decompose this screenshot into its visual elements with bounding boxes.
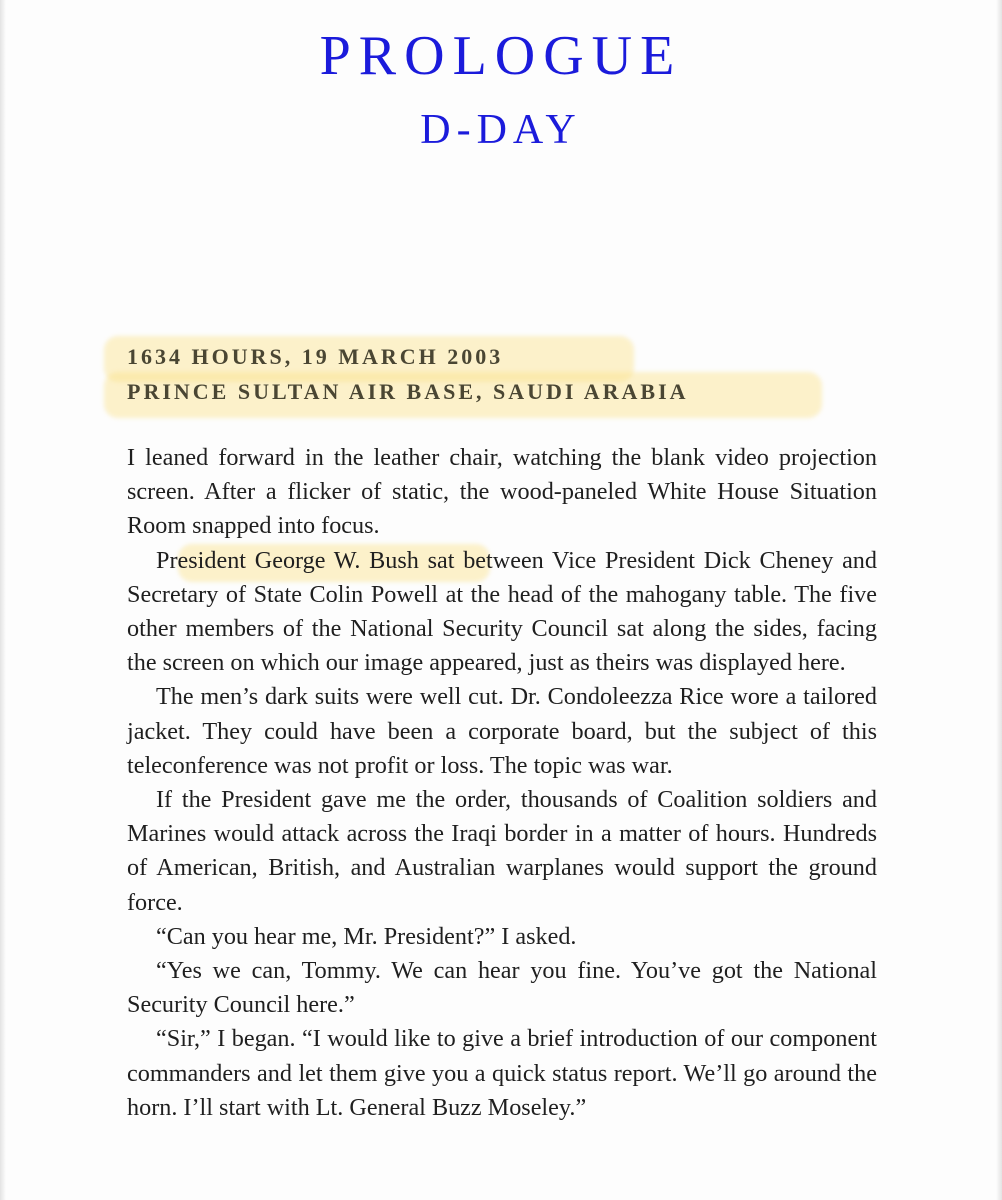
page-edge-left (0, 0, 6, 1200)
dateline-time: 1634 HOURS, 19 MARCH 2003 (127, 344, 504, 369)
page-edge-right (996, 0, 1002, 1200)
chapter-title: PROLOGUE (319, 25, 683, 87)
paragraph: “Can you hear me, Mr. President?” I asked. (156, 922, 577, 950)
paragraph: I leaned forward in the leather chair, watching the blank video projection screen. After a flicker of static, the wood-paneled White House Situation Room snapped into focus. (127, 444, 877, 540)
paragraph: The men’s dark suits were well cut. Dr. Condoleezza Rice wore a tailored jacket. They could have been a corporate board, but the subject of this teleconference was not profit or loss. The topic was war. (127, 683, 877, 779)
dateline-location: PRINCE SULTAN AIR BASE, SAUDI ARABIA (127, 379, 689, 404)
paragraph: “Yes we can, Tommy. We can hear you fine. You’ve got the National Security Council here.” (127, 957, 877, 1019)
chapter-subtitle: D-DAY (420, 107, 582, 153)
paragraph: If the President gave me the order, thousands of Coalition soldiers and Marines would attack across the Iraqi border in a matter of hours. Hundreds of American, British, and Australian warplanes would support the ground force. (127, 786, 877, 916)
paragraph: “Sir,” I began. “I would like to give a brief introduction of our component commanders and let them give you a quick status report. We’ll go around the horn. I’ll start with Lt. General Buzz Moseley.” (127, 1025, 877, 1121)
body-text (127, 441, 877, 1125)
paragraph: President George W. Bush sat between Vice President Dick Cheney and Secretary of State Colin Powell at the head of the mahogany table. The five other members of the National Security Council sat along the sides, facing the screen on which our image appeared, just as theirs was displayed here. (127, 546, 877, 677)
